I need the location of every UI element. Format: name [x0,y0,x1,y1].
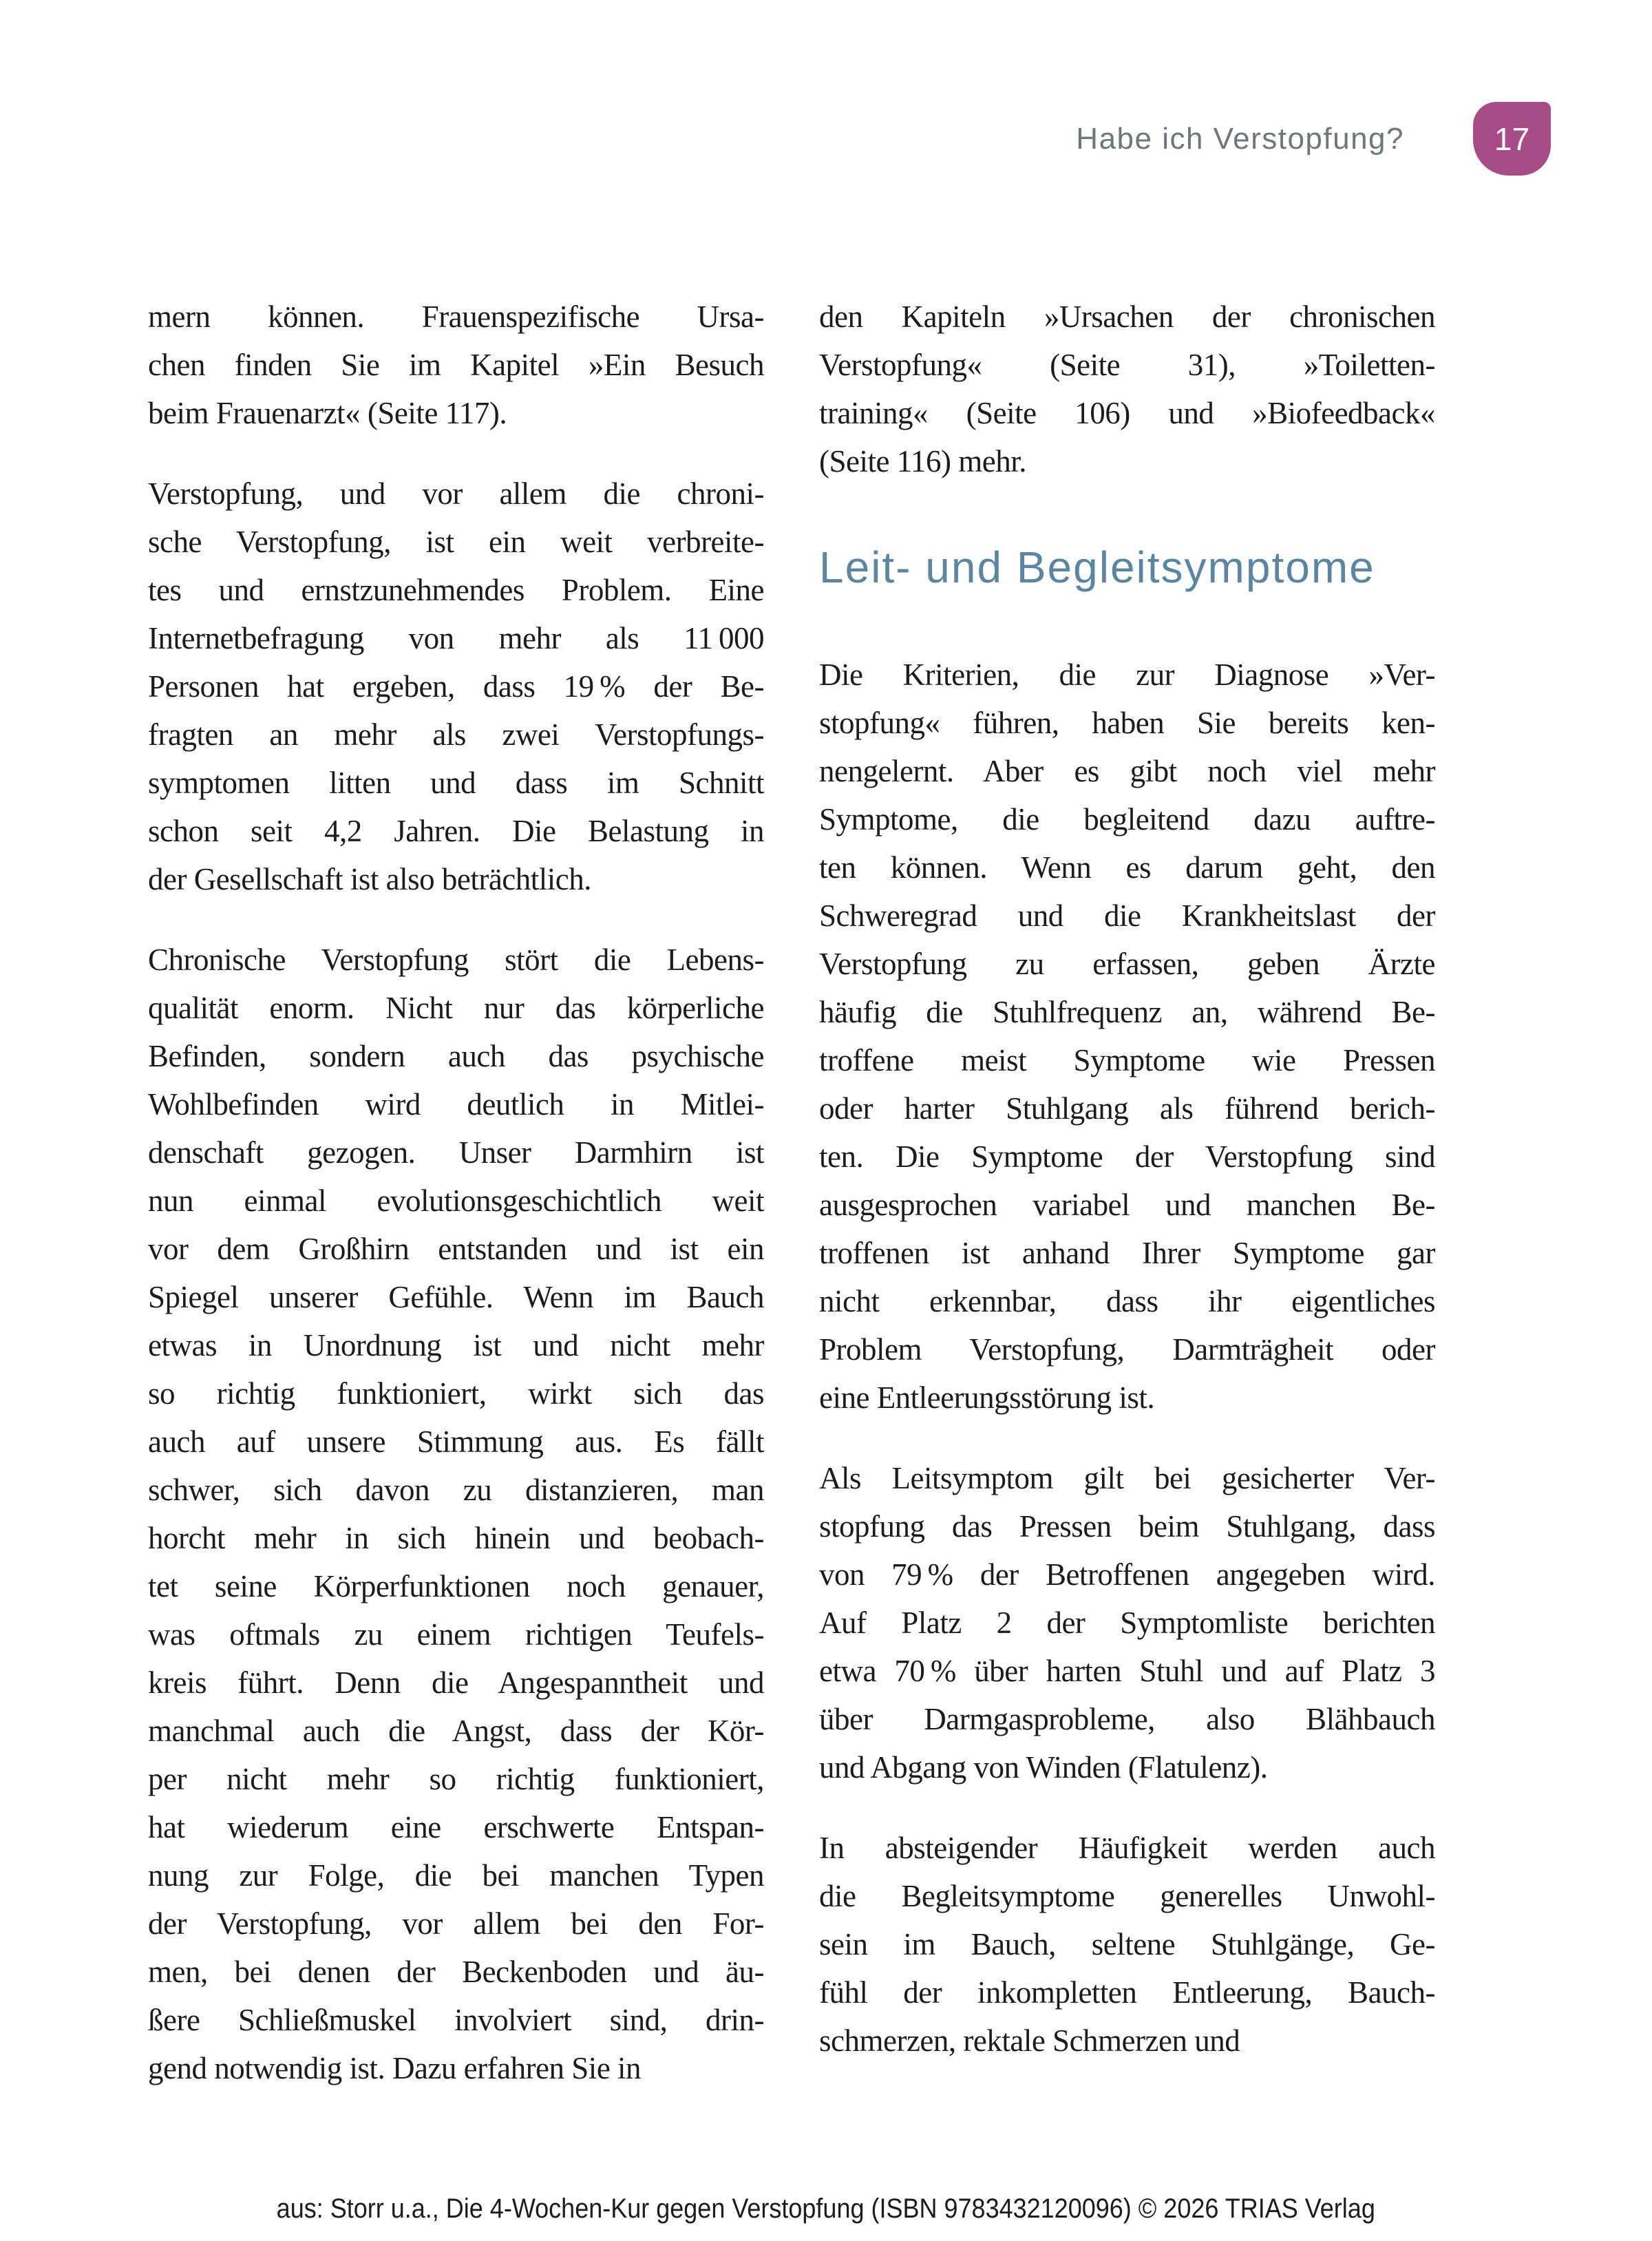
text-line: der Gesellschaft ist also beträchtlich. [148,862,592,896]
text-line: von 79 % der Betroffenen angegeben wird. [819,1557,1435,1592]
text-line: was oftmals zu einem richtigen Teufels- [148,1617,764,1652]
text-columns [148,293,1435,2092]
text-line: horcht mehr in sich hinein und beobach- [148,1521,764,1555]
text-line: fühl der inkompletten Entleerung, Bauch- [819,1975,1435,2010]
text-line: Verstopfung« (Seite 31), »Toiletten- [819,348,1435,382]
paragraph [148,470,764,903]
page-number: 17 [1494,120,1530,157]
text-line: der Verstopfung, vor allem bei den For- [148,1906,764,1941]
text-line: manchmal auch die Angst, dass der Kör- [148,1714,764,1748]
text-line: per nicht mehr so richtig funktioniert, [148,1762,764,1796]
text-line: qualität enorm. Nicht nur das körperliche [148,991,764,1025]
left-column [148,293,764,2092]
text-line: sein im Bauch, seltene Stuhlgänge, Ge- [819,1927,1435,1961]
text-line: nun einmal evolutionsgeschichtlich weit [148,1183,764,1218]
text-line: hat wiederum eine erschwerte Entspan- [148,1810,764,1844]
text-line: oder harter Stuhlgang als führend berich- [819,1091,1435,1126]
text-line: Schweregrad und die Krankheitslast der [819,898,1435,933]
text-line: Die Kriterien, die zur Diagnose »Ver- [819,657,1435,692]
text-line: etwa 70 % über harten Stuhl und auf Platz 3 [819,1654,1435,1688]
text-line: Verstopfung, und vor allem die chroni- [148,476,764,511]
text-line: so richtig funktioniert, wirkt sich das [148,1376,764,1411]
text-line: ausgesprochen variabel und manchen Be- [819,1188,1435,1222]
text-line: etwas in Unordnung ist und nicht mehr [148,1328,764,1363]
section-heading: Leit- und Begleitsymptome [819,543,1375,592]
text-line: ten. Die Symptome der Verstopfung sind [819,1139,1435,1174]
text-line: stopfung das Pressen beim Stuhlgang, dass [819,1509,1435,1544]
running-title: Habe ich Verstopfung? [1076,121,1404,156]
text-line: symptomen litten und dass im Schnitt [148,766,764,800]
page-number-badge [1473,102,1551,176]
text-line: stopfung« führen, haben Sie bereits ken- [819,706,1435,740]
text-line: sche Verstopfung, ist ein weit verbreite- [148,525,764,559]
paragraph [819,1454,1435,1791]
text-line: nicht erkennbar, dass ihr eigentliches [819,1284,1435,1318]
credit-line: aus: Storr u.a., Die 4-Wochen-Kur gegen Verstopfung (ISBN 9783432120096) © 2026 TRIAS Verlag [276,2193,1376,2224]
text-line: vor dem Großhirn entstanden und ist ein [148,1232,764,1266]
page-footer [0,2193,1652,2224]
paragraph [148,293,764,437]
text-line: Internetbefragung von mehr als 11 000 [148,621,764,655]
text-line: beim Frauenarzt« (Seite 117). [148,396,507,430]
text-line: und Abgang von Winden (Flatulenz). [819,1750,1268,1785]
text-line: nengelernt. Aber es gibt noch viel mehr [819,754,1435,788]
text-line: chen finden Sie im Kapitel »Ein Besuch [148,348,764,382]
text-line: auch auf unsere Stimmung aus. Es fällt [148,1424,764,1459]
text-line: den Kapiteln »Ursachen der chronischen [819,299,1435,334]
paragraph [148,936,764,2092]
text-line: häufig die Stuhlfrequenz an, während Be- [819,995,1435,1029]
text-line: schwer, sich davon zu distanzieren, man [148,1473,764,1507]
text-line: ßere Schließmuskel involviert sind, drin- [148,2003,764,2037]
text-line: Chronische Verstopfung stört die Lebens- [148,943,764,977]
text-line: troffene meist Symptome wie Pressen [819,1043,1435,1077]
text-line: über Darmgasprobleme, also Blähbauch [819,1702,1435,1736]
text-line: Symptome, die begleitend dazu auftre- [819,802,1435,837]
text-line: (Seite 116) mehr. [819,444,1027,478]
text-line: Auf Platz 2 der Symptomliste berichten [819,1606,1435,1640]
text-line: Personen hat ergeben, dass 19 % der Be- [148,669,764,704]
right-column [819,293,1435,2092]
text-line: Wohlbefinden wird deutlich in Mitlei- [148,1087,764,1122]
text-line: Problem Verstopfung, Darmträgheit oder [819,1332,1435,1367]
text-line: mern können. Frauenspezifische Ursa- [148,299,764,334]
text-line: fragten an mehr als zwei Verstopfungs- [148,717,764,752]
text-line: men, bei denen der Beckenboden und äu- [148,1955,764,1989]
text-line: Spiegel unserer Gefühle. Wenn im Bauch [148,1280,764,1314]
paragraph [819,1824,1435,2065]
text-line: die Begleitsymptome generelles Unwohl- [819,1879,1435,1913]
text-line: gend notwendig ist. Dazu erfahren Sie in [148,2051,642,2085]
text-line: Als Leitsymptom gilt bei gesicherter Ver- [819,1461,1435,1495]
text-line: nung zur Folge, die bei manchen Typen [148,1858,764,1893]
text-line: training« (Seite 106) und »Biofeedback« [819,396,1435,430]
text-line: kreis führt. Denn die Angespanntheit und [148,1665,764,1700]
text-line: troffenen ist anhand Ihrer Symptome gar [819,1236,1435,1270]
paragraph [819,293,1435,485]
page-header [148,102,1551,176]
text-line: Verstopfung zu erfassen, geben Ärzte [819,947,1435,981]
paragraph [819,651,1435,1422]
text-line: In absteigender Häufigkeit werden auch [819,1831,1435,1865]
text-line: schmerzen, rektale Schmerzen und [819,2023,1240,2058]
text-line: ten können. Wenn es darum geht, den [819,850,1435,885]
text-line: denschaft gezogen. Unser Darmhirn ist [148,1135,764,1170]
text-line: Befinden, sondern auch das psychische [148,1039,764,1073]
text-line: eine Entleerungsstörung ist. [819,1380,1155,1415]
text-line: tes und ernstzunehmendes Problem. Eine [148,573,764,607]
text-line: schon seit 4,2 Jahren. Die Belastung in [148,814,764,848]
text-line: tet seine Körperfunktionen noch genauer, [148,1569,764,1603]
